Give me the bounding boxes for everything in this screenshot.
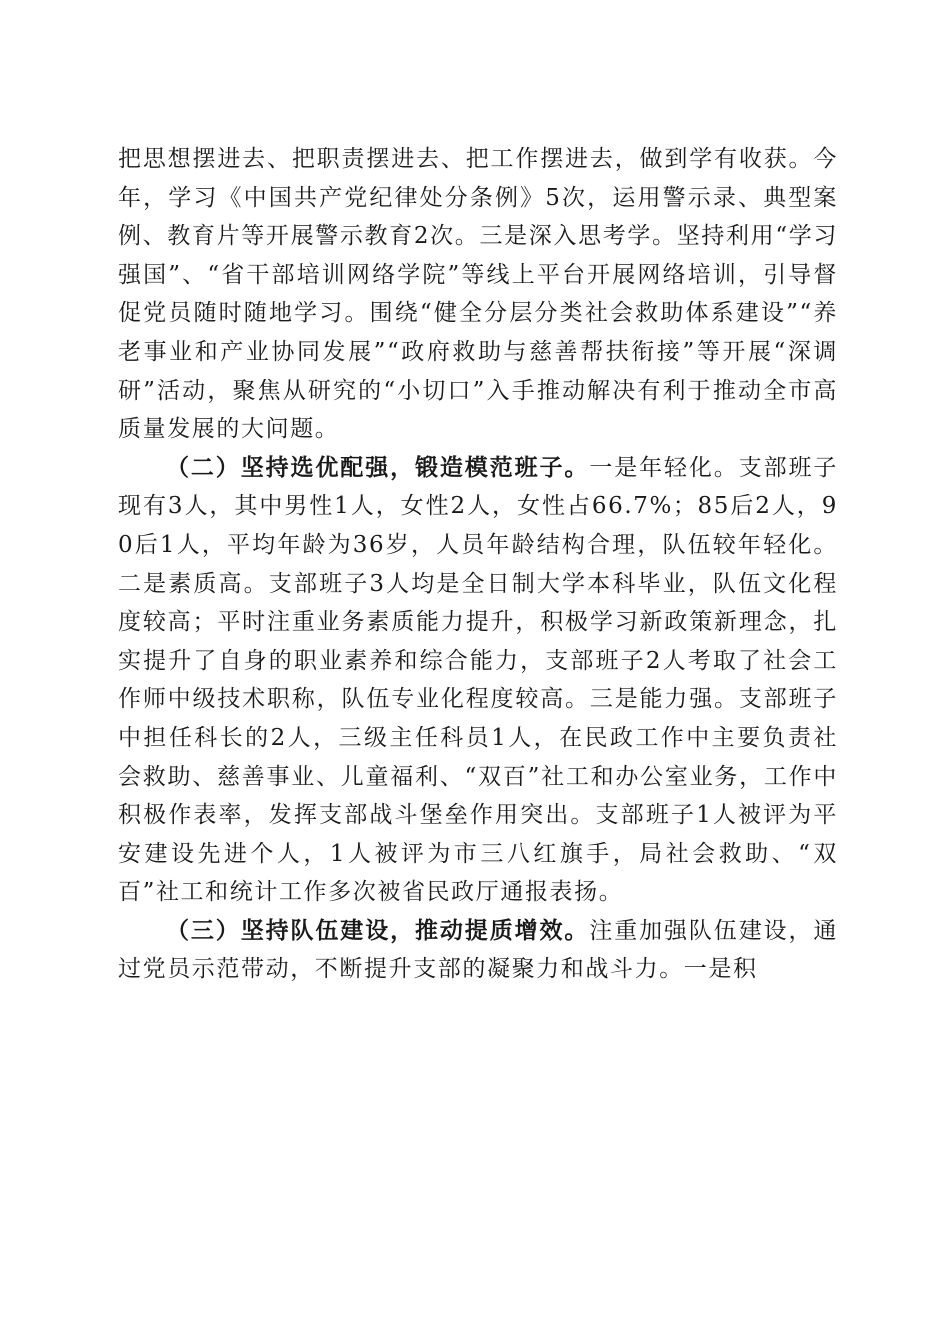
- body-text: [118, 140, 838, 989]
- paragraph-team: [118, 449, 838, 912]
- paragraph-staff: [118, 912, 838, 989]
- paragraph-text: 一是年轻化。支部班子现有3人，其中男性1人，女性2人，女性占66.7%；85后2人，90后1人，平均年龄为36岁，人员年龄结构合理，队伍较年轻化。二是素质高。支部班子3人均是全日制大学本科毕业，队伍文化程度较高；平时注重业务素质能力提升，积极学习新政策新理念，扎实提升了自身的职业素养和综合能力，支部班子2人考取了社会工作师中级技术职称，队伍专业化程度较高。三是能力强。支部班子中担任科长的2人，三级主任科员1人，在民政工作中主要负责社会救助、慈善事业、儿童福利、“双百”社工和办公室业务，工作中积极作表率，发挥支部战斗堡垒作用突出。支部班子1人被评为平安建设先进个人，1人被评为市三八红旗手，局社会救助、“双百”社工和统计工作多次被省民政厅通报表扬。: [118, 454, 839, 906]
- paragraph-study: [118, 140, 838, 449]
- section-heading: （三）坚持队伍建设，推动提质增效。: [166, 916, 590, 944]
- section-heading: （二）坚持选优配强，锻造模范班子。: [166, 453, 590, 481]
- paragraph-text: 把思想摆进去、把职责摆进去、把工作摆进去，做到学有收获。今年，学习《中国共产党纪律处分条例》5次，运用警示录、典型案例、教育片等开展警示教育2次。三是深入思考学。坚持利用“学习强国”、“省干部培训网络学院”等线上平台开展网络培训，引导督促党员随时随地学习。围绕“健全分层分类社会救助体系建设”“养老事业和产业协同发展”“政府救助与慈善帮扶衔接”等开展“深调研”活动，聚焦从研究的“小切口”入手推动解决有利于推动全市高质量发展的大问题。: [118, 146, 838, 443]
- paragraph-text: 注重加强队伍建设，通过党员示范带动，不断提升支部的凝聚力和战斗力。一是积: [118, 917, 839, 983]
